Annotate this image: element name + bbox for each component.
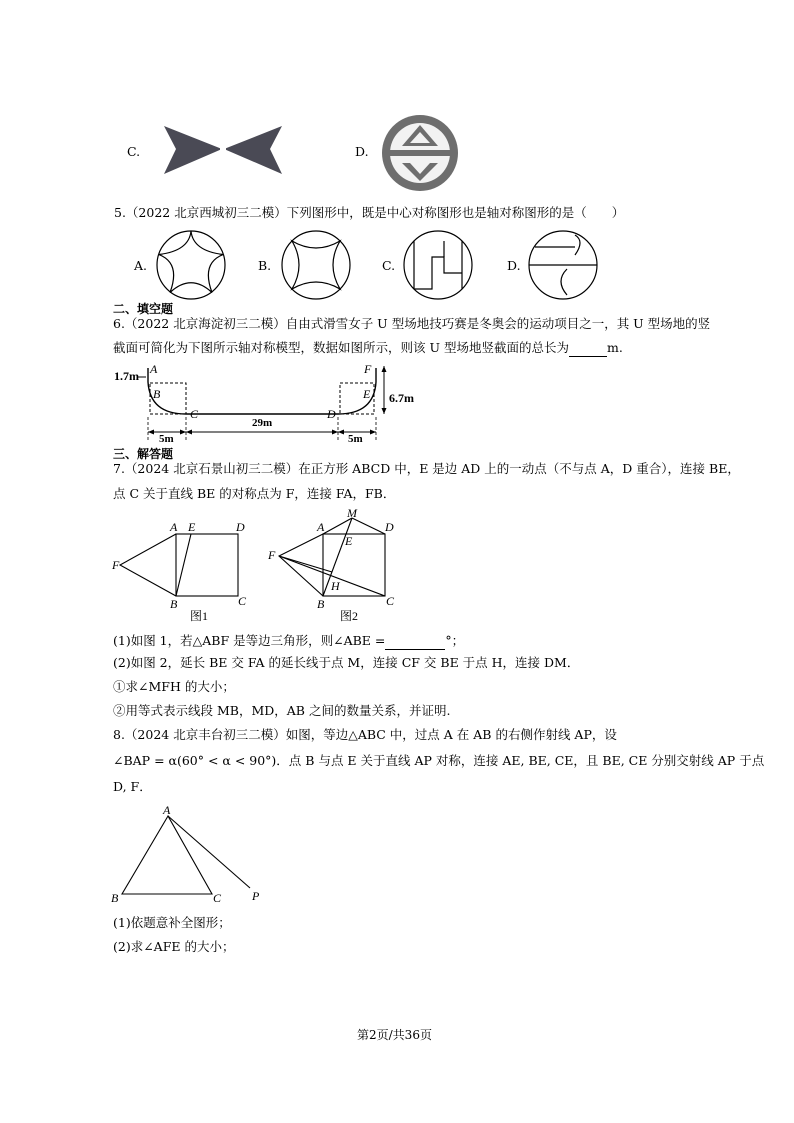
q7-fig1-label-f: F — [112, 558, 120, 572]
q7-fig1-label-e: E — [188, 520, 196, 534]
q8-label-c: C — [213, 891, 222, 905]
q6-line1: 6.（2022 北京海淀初三二模）自由式滑雪女子 U 型场地技巧赛是冬奥会的运动项目之一，其 U 型场地的竖 — [113, 316, 711, 331]
q5-option-d-figure — [527, 229, 599, 301]
q7-part1-prefix: (1)如图 1，若△ABF 是等边三角形，则∠ABE = — [113, 633, 386, 648]
q6-line2 — [113, 340, 623, 357]
page-footer: 第2页/共36页 — [357, 1028, 432, 1042]
q8-line1: 8.（2024 北京丰台初三二模）如图，等边△ABC 中，过点 A 在 AB 的右侧作射线 AP，设 — [113, 727, 617, 742]
q7-fig1-label-a: A — [170, 520, 178, 534]
q7-fig1-label-d: D — [236, 520, 245, 534]
q6-point-f: F — [364, 362, 372, 376]
q7-fig2-caption: 图2 — [340, 609, 359, 623]
q7-fig1-label-c: C — [238, 594, 247, 608]
q7-part2-i: ①求∠MFH 的大小； — [113, 679, 235, 694]
q7-fig2-label-f: F — [268, 548, 276, 562]
q7-fig2-label-m: M — [347, 506, 357, 520]
q5-option-a-label: A. — [134, 258, 148, 273]
option-d-figure — [380, 113, 460, 193]
q8-figure — [108, 802, 268, 906]
option-c-label: C. — [127, 144, 141, 159]
q5-option-c-label: C. — [382, 258, 396, 273]
section-heading-fill-blank: 二、填空题 — [113, 302, 174, 316]
q6-width-left-label: 5m — [159, 433, 174, 445]
q7-part1 — [113, 633, 464, 650]
q5-option-a-figure — [155, 229, 227, 301]
q5-option-b-label: B. — [258, 258, 272, 273]
q8-label-b: B — [111, 891, 119, 905]
q7-figure-2 — [265, 506, 405, 626]
q5-option-c-figure — [402, 229, 474, 301]
q6-line2-prefix: 截面可简化为下图所示轴对称模型，数据如图所示，则该 U 型场地竖截面的总长为 — [113, 340, 569, 355]
q6-point-a: A — [150, 362, 158, 376]
q7-answer-blank — [385, 633, 445, 650]
q6-width-mid-label: 29m — [252, 417, 273, 429]
q7-fig2-label-b: B — [317, 597, 325, 611]
q7-line1: 7.（2024 北京石景山初三二模）在正方形 ABCD 中，E 是边 AD 上的一动点（不与点 A，D 重合），连接 BE， — [113, 461, 740, 476]
q8-line3: D, F． — [113, 779, 152, 794]
q7-fig1-label-b: B — [170, 597, 178, 611]
q6-point-c: C — [190, 407, 199, 421]
q7-part2: (2)如图 2，延长 BE 交 FA 的延长线于点 M，连接 CF 交 BE 于点 H，连接 DM． — [113, 655, 580, 670]
q7-fig2-label-c: C — [386, 594, 395, 608]
q6-width-right-label: 5m — [348, 433, 363, 445]
q7-fig2-label-h: H — [331, 579, 340, 593]
q5-text: 5.（2022 北京西城初三二模）下列图形中，既是中心对称图形也是轴对称图形的是（ ） — [114, 205, 625, 220]
q8-part2: (2)求∠AFE 的大小； — [113, 939, 235, 954]
q6-point-d: D — [327, 407, 336, 421]
q7-line2: 点 C 关于直线 BE 的对称点为 F，连接 FA，FB． — [113, 486, 396, 501]
q8-label-p: P — [252, 889, 260, 903]
option-d-label: D. — [355, 144, 369, 159]
q6-right-height-label: 6.7m — [389, 391, 414, 405]
q6-line2-suffix: m. — [606, 340, 623, 355]
q6-answer-blank — [569, 340, 607, 357]
q7-part1-suffix: °； — [445, 633, 465, 648]
q7-fig1-caption: 图1 — [190, 609, 209, 623]
q5-option-d-label: D. — [507, 258, 521, 273]
q5-option-b-figure — [280, 229, 352, 301]
q6-u-profile-figure — [112, 362, 422, 452]
q7-figure-1 — [108, 516, 258, 626]
section-heading-answer: 三、解答题 — [113, 447, 174, 461]
option-c-figure — [160, 122, 286, 180]
q7-part2-ii: ②用等式表示线段 MB，MD，AB 之间的数量关系，并证明. — [113, 703, 451, 718]
q8-label-a: A — [163, 803, 171, 817]
q6-point-b: B — [153, 387, 161, 401]
q8-part1: (1)依题意补全图形； — [113, 915, 231, 930]
q7-fig2-label-e: E — [345, 534, 353, 548]
q6-point-e: E — [363, 387, 371, 401]
q6-left-height-label: 1.7m — [114, 369, 139, 383]
q8-line2: ∠BAP = α(60° < α < 90°)．点 B 与点 E 关于直线 AP 对称，连接 AE, BE, CE，且 BE, CE 分别交射线 AP 于点 — [113, 753, 765, 768]
q7-fig2-label-d: D — [385, 520, 394, 534]
q7-fig2-label-a: A — [317, 520, 325, 534]
